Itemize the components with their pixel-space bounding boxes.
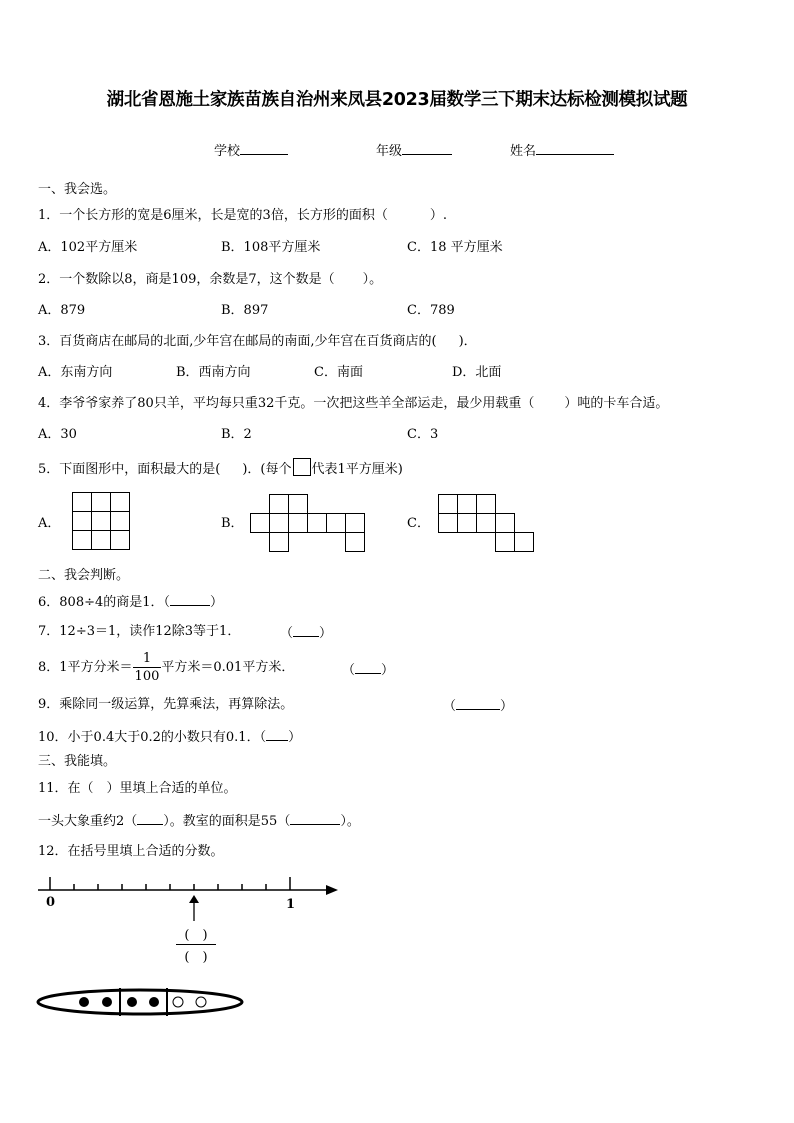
question-4 bbox=[38, 396, 668, 412]
question-10-text: 10．小于0.4大于0.2的小数只有0.1．（ bbox=[38, 730, 267, 745]
question-8-text-b: 平方米＝0.01平方米． bbox=[161, 660, 295, 675]
empty-dot bbox=[173, 997, 183, 1007]
section-heading-2: 二、我会判断。 bbox=[38, 568, 130, 583]
shape-c-grid[interactable] bbox=[438, 494, 534, 552]
question-7 bbox=[38, 624, 240, 640]
question-9-open: （ bbox=[443, 699, 457, 714]
number-line-arrowhead bbox=[326, 885, 338, 895]
q4-option-c[interactable]: C．3 bbox=[407, 427, 439, 442]
question-5 bbox=[38, 458, 403, 478]
empty-dot bbox=[196, 997, 206, 1007]
question-7-end: ） bbox=[319, 626, 333, 641]
question-10-answer[interactable] bbox=[266, 728, 288, 741]
question-11-line bbox=[38, 812, 360, 830]
question-5-text-b: )．(每个 bbox=[242, 462, 292, 477]
question-1-end: ）. bbox=[429, 208, 447, 223]
name-blank[interactable] bbox=[536, 141, 614, 155]
number-line-label-1: 1 bbox=[286, 897, 296, 912]
question-1 bbox=[38, 208, 447, 224]
question-11-line-a: 一头大象重约2（ bbox=[38, 814, 138, 829]
question-6 bbox=[38, 593, 223, 611]
q5-option-b[interactable]: B． bbox=[221, 516, 244, 531]
grade-field bbox=[376, 140, 452, 159]
question-11: 11．在（ ）里填上合适的单位。 bbox=[38, 781, 237, 796]
school-label: 学校 bbox=[214, 144, 241, 159]
question-10-end: ） bbox=[288, 730, 302, 745]
question-3-end: )． bbox=[458, 334, 477, 349]
question-10 bbox=[38, 728, 301, 746]
school-field bbox=[214, 140, 288, 159]
q3-option-b[interactable]: B．西南方向 bbox=[176, 365, 251, 380]
question-9 bbox=[38, 697, 293, 713]
filled-dot bbox=[149, 997, 159, 1007]
question-8-open: （ bbox=[342, 663, 356, 678]
q4-option-a[interactable]: A．30 bbox=[38, 427, 77, 442]
q5-option-c[interactable]: C． bbox=[407, 516, 430, 531]
question-2-end: ）。 bbox=[362, 272, 383, 287]
question-12: 12．在括号里填上合适的分数。 bbox=[38, 844, 224, 859]
question-2-text: 2．一个数除以8，商是109，余数是7，这个数是（ bbox=[38, 272, 335, 287]
shape-a-grid[interactable] bbox=[72, 492, 130, 550]
question-3 bbox=[38, 334, 477, 350]
q3-option-c[interactable]: C．南面 bbox=[314, 365, 363, 380]
q1-option-a[interactable]: A．102平方厘米 bbox=[38, 240, 138, 255]
question-4-text: 4．李爷爷家养了80只羊，平均每只重32千克。一次把这些羊全部运走，最少用载重（ bbox=[38, 396, 535, 411]
question-6-answer[interactable] bbox=[170, 593, 210, 606]
q3-option-a[interactable]: A．东南方向 bbox=[38, 365, 113, 380]
question-7-open: （ bbox=[280, 626, 294, 641]
question-7-answer[interactable] bbox=[293, 624, 319, 637]
question-1-text: 1．一个长方形的宽是6厘米，长是宽的3倍，长方形的面积（ bbox=[38, 208, 388, 223]
name-field bbox=[510, 140, 614, 159]
fraction-denominator: 100 bbox=[134, 669, 160, 684]
fraction-blank-bottom[interactable]: ( ) bbox=[184, 950, 208, 965]
question-3-text: 3．百货商店在邮局的北面,少年宫在邮局的南面,少年宫在百货商店的( bbox=[38, 334, 437, 349]
question-4-end: ）吨的卡车合适。 bbox=[564, 396, 669, 411]
question-8-text-a: 8．1平方分米＝ bbox=[38, 660, 133, 675]
q1-option-b[interactable]: B．108平方厘米 bbox=[221, 240, 321, 255]
question-8-answer-group bbox=[342, 661, 394, 679]
question-11-line-b: ）。教室的面积是55（ bbox=[163, 814, 291, 829]
section-heading-1: 一、我会选。 bbox=[38, 182, 117, 197]
question-9-answer-group bbox=[443, 697, 513, 715]
q1-option-c[interactable]: C．18 平方厘米 bbox=[407, 240, 503, 255]
unit-square-icon bbox=[293, 458, 311, 476]
fraction-numerator: 1 bbox=[133, 650, 162, 668]
question-11-answer-a[interactable] bbox=[137, 812, 163, 825]
ellipse-outline bbox=[38, 990, 242, 1014]
filled-dot bbox=[79, 997, 89, 1007]
question-5-text-c: 代表1平方厘米) bbox=[311, 462, 403, 477]
grade-label: 年级 bbox=[376, 144, 403, 159]
up-arrow-icon bbox=[186, 895, 202, 923]
question-6-end: ） bbox=[210, 595, 224, 610]
question-6-text: 6．808÷4的商是1．（ bbox=[38, 595, 171, 610]
question-8 bbox=[38, 650, 294, 685]
question-7-answer-group bbox=[280, 624, 332, 642]
q3-option-d[interactable]: D．北面 bbox=[452, 365, 502, 380]
q2-option-a[interactable]: A．879 bbox=[38, 303, 86, 318]
fraction-blank[interactable] bbox=[176, 924, 216, 965]
question-9-text: 9．乘除同一级运算，先算乘法，再算除法。 bbox=[38, 697, 294, 712]
q5-option-a[interactable]: A． bbox=[38, 516, 61, 531]
question-8-answer[interactable] bbox=[355, 661, 381, 674]
grade-blank[interactable] bbox=[402, 141, 452, 155]
name-label: 姓名 bbox=[510, 144, 537, 159]
page-title: 湖北省恩施土家族苗族自治州来凤县2023届数学三下期末达标检测模拟试题 bbox=[106, 90, 688, 110]
number-line-label-0: 0 bbox=[46, 895, 56, 910]
fraction-blank-top[interactable]: ( ) bbox=[176, 924, 216, 945]
question-8-end: ） bbox=[381, 663, 395, 678]
q2-option-b[interactable]: B．897 bbox=[221, 303, 269, 318]
question-2 bbox=[38, 272, 382, 288]
school-blank[interactable] bbox=[240, 141, 288, 155]
q2-option-c[interactable]: C．789 bbox=[407, 303, 455, 318]
question-7-text: 7．12÷3＝1，读作12除3等于1． bbox=[38, 624, 241, 639]
question-11-answer-b[interactable] bbox=[290, 812, 340, 825]
question-5-text-a: 5．下面图形中，面积最大的是( bbox=[38, 462, 221, 477]
question-9-answer[interactable] bbox=[456, 697, 500, 710]
filled-dot bbox=[102, 997, 112, 1007]
shape-b-grid[interactable] bbox=[250, 494, 366, 552]
section-heading-3: 三、我能填。 bbox=[38, 754, 117, 769]
question-9-end: ） bbox=[500, 699, 514, 714]
question-11-line-c: ）。 bbox=[340, 814, 360, 829]
filled-dot bbox=[127, 997, 137, 1007]
fraction-1-over-100 bbox=[133, 650, 162, 685]
q4-option-b[interactable]: B．2 bbox=[221, 427, 252, 442]
dots-ellipse bbox=[36, 984, 248, 1020]
